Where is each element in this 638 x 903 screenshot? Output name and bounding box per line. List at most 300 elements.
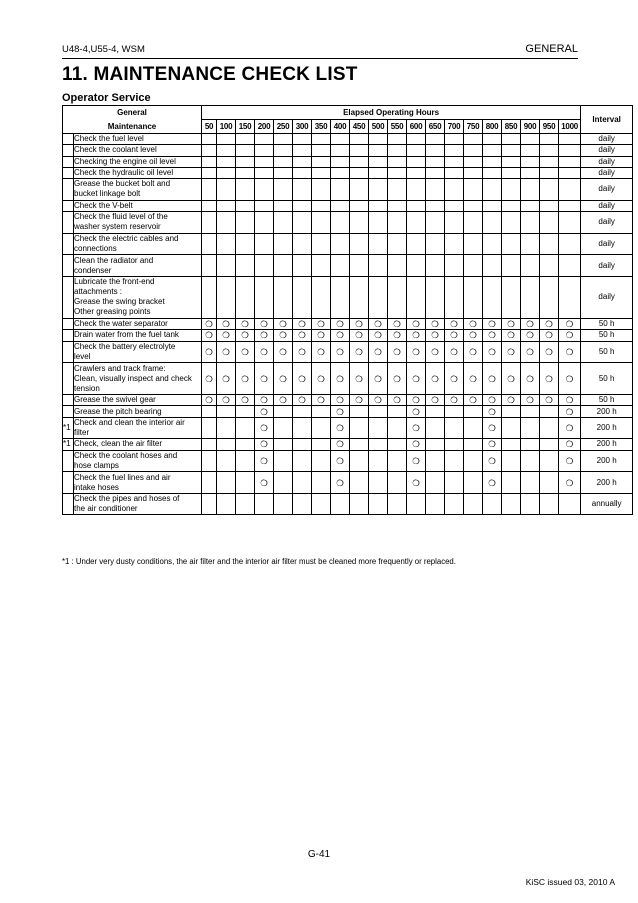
table-row	[63, 330, 633, 341]
empty-hour-cell	[236, 255, 255, 277]
check-mark-icon: ❍	[502, 341, 521, 363]
row-footnote-ref	[63, 255, 74, 277]
empty-hour-cell	[464, 276, 483, 318]
empty-hour-cell	[293, 417, 312, 439]
check-mark-icon: ❍	[255, 363, 274, 395]
check-mark-icon: ❍	[426, 330, 445, 341]
check-mark-icon: ❍	[388, 319, 407, 330]
section-header: GENERAL	[525, 43, 578, 55]
check-mark-icon: ❍	[483, 319, 502, 330]
check-mark-icon: ❍	[312, 330, 331, 341]
check-mark-icon: ❍	[255, 472, 274, 494]
interval-value: 200 h	[581, 472, 633, 494]
empty-hour-cell	[464, 255, 483, 277]
check-mark-icon: ❍	[331, 395, 350, 406]
table-row	[63, 212, 633, 234]
check-mark-icon: ❍	[464, 341, 483, 363]
interval-value: 50 h	[581, 319, 633, 330]
empty-hour-cell	[445, 200, 464, 211]
hour-column-1000: 1000	[559, 120, 581, 134]
check-mark-icon: ❍	[445, 319, 464, 330]
row-footnote-ref	[63, 450, 74, 472]
check-mark-icon: ❍	[350, 363, 369, 395]
empty-hour-cell	[521, 255, 540, 277]
empty-hour-cell	[426, 212, 445, 234]
empty-hour-cell	[369, 439, 388, 450]
empty-hour-cell	[521, 167, 540, 178]
empty-hour-cell	[445, 417, 464, 439]
table-row	[63, 395, 633, 406]
check-mark-icon: ❍	[426, 341, 445, 363]
check-mark-icon: ❍	[445, 330, 464, 341]
table-row	[63, 255, 633, 277]
empty-hour-cell	[350, 493, 369, 515]
empty-hour-cell	[464, 233, 483, 255]
empty-hour-cell	[521, 179, 540, 201]
maintenance-item: Check the water separator	[74, 319, 202, 330]
empty-hour-cell	[202, 233, 217, 255]
check-mark-icon: ❍	[521, 319, 540, 330]
empty-hour-cell	[445, 472, 464, 494]
empty-hour-cell	[407, 233, 426, 255]
check-mark-icon: ❍	[502, 363, 521, 395]
empty-hour-cell	[502, 417, 521, 439]
check-mark-icon: ❍	[483, 439, 502, 450]
empty-hour-cell	[388, 200, 407, 211]
check-mark-icon: ❍	[540, 330, 559, 341]
empty-hour-cell	[521, 493, 540, 515]
interval-value: 50 h	[581, 330, 633, 341]
hour-column-150: 150	[236, 120, 255, 134]
interval-value: daily	[581, 156, 633, 167]
empty-hour-cell	[540, 493, 559, 515]
check-mark-icon: ❍	[407, 439, 426, 450]
item-header-line2: Maintenance	[107, 121, 157, 131]
empty-hour-cell	[407, 167, 426, 178]
empty-hour-cell	[274, 255, 293, 277]
check-mark-icon: ❍	[217, 330, 236, 341]
row-footnote-ref	[63, 341, 74, 363]
check-mark-icon: ❍	[388, 395, 407, 406]
empty-hour-cell	[331, 212, 350, 234]
check-mark-icon: ❍	[293, 319, 312, 330]
row-footnote-ref	[63, 134, 74, 145]
check-mark-icon: ❍	[502, 319, 521, 330]
check-mark-icon: ❍	[559, 406, 581, 417]
row-footnote-ref	[63, 363, 74, 395]
empty-hour-cell	[369, 179, 388, 201]
empty-hour-cell	[202, 212, 217, 234]
check-mark-icon: ❍	[445, 341, 464, 363]
empty-hour-cell	[483, 145, 502, 156]
table-row	[63, 145, 633, 156]
empty-hour-cell	[312, 255, 331, 277]
hour-column-800: 800	[483, 120, 502, 134]
check-mark-icon: ❍	[559, 395, 581, 406]
empty-hour-cell	[331, 134, 350, 145]
empty-hour-cell	[274, 167, 293, 178]
empty-hour-cell	[293, 276, 312, 318]
interval-value: 50 h	[581, 341, 633, 363]
check-mark-icon: ❍	[407, 417, 426, 439]
empty-hour-cell	[521, 417, 540, 439]
empty-hour-cell	[464, 439, 483, 450]
empty-hour-cell	[407, 179, 426, 201]
check-mark-icon: ❍	[331, 330, 350, 341]
row-footnote-ref	[63, 167, 74, 178]
hour-column-50: 50	[202, 120, 217, 134]
check-mark-icon: ❍	[236, 395, 255, 406]
check-mark-icon: ❍	[293, 363, 312, 395]
empty-hour-cell	[521, 450, 540, 472]
empty-hour-cell	[236, 493, 255, 515]
maintenance-item: Clean the radiator and condenser	[74, 255, 202, 277]
empty-hour-cell	[502, 167, 521, 178]
empty-hour-cell	[217, 472, 236, 494]
empty-hour-cell	[293, 472, 312, 494]
empty-hour-cell	[540, 145, 559, 156]
hour-column-750: 750	[464, 120, 483, 134]
empty-hour-cell	[202, 493, 217, 515]
empty-hour-cell	[293, 200, 312, 211]
empty-hour-cell	[236, 145, 255, 156]
maintenance-item: Grease the bucket bolt and bucket linkage bolt	[74, 179, 202, 201]
check-mark-icon: ❍	[483, 330, 502, 341]
empty-hour-cell	[312, 472, 331, 494]
empty-hour-cell	[369, 233, 388, 255]
empty-hour-cell	[559, 276, 581, 318]
check-mark-icon: ❍	[217, 319, 236, 330]
empty-hour-cell	[312, 439, 331, 450]
empty-hour-cell	[521, 156, 540, 167]
check-mark-icon: ❍	[350, 395, 369, 406]
manual-model-header: U48-4,U55-4, WSM	[62, 44, 145, 55]
empty-hour-cell	[445, 167, 464, 178]
empty-hour-cell	[293, 167, 312, 178]
empty-hour-cell	[502, 450, 521, 472]
table-row	[63, 341, 633, 363]
empty-hour-cell	[464, 417, 483, 439]
empty-hour-cell	[255, 179, 274, 201]
empty-hour-cell	[274, 212, 293, 234]
empty-hour-cell	[426, 167, 445, 178]
check-mark-icon: ❍	[274, 395, 293, 406]
check-mark-icon: ❍	[331, 363, 350, 395]
check-mark-icon: ❍	[312, 363, 331, 395]
empty-hour-cell	[202, 134, 217, 145]
empty-hour-cell	[255, 145, 274, 156]
empty-hour-cell	[274, 417, 293, 439]
empty-hour-cell	[445, 450, 464, 472]
check-mark-icon: ❍	[255, 439, 274, 450]
table-row	[63, 233, 633, 255]
empty-hour-cell	[426, 134, 445, 145]
page-number: G-41	[307, 849, 331, 860]
row-footnote-ref	[63, 276, 74, 318]
check-mark-icon: ❍	[407, 450, 426, 472]
empty-hour-cell	[388, 406, 407, 417]
empty-hour-cell	[369, 167, 388, 178]
empty-hour-cell	[312, 179, 331, 201]
check-mark-icon: ❍	[293, 395, 312, 406]
empty-hour-cell	[540, 417, 559, 439]
empty-hour-cell	[217, 145, 236, 156]
check-mark-icon: ❍	[293, 341, 312, 363]
empty-hour-cell	[274, 493, 293, 515]
empty-hour-cell	[369, 276, 388, 318]
check-mark-icon: ❍	[502, 395, 521, 406]
empty-hour-cell	[426, 406, 445, 417]
maintenance-item: Check the battery electrolyte level	[74, 341, 202, 363]
check-mark-icon: ❍	[483, 406, 502, 417]
empty-hour-cell	[521, 472, 540, 494]
empty-hour-cell	[445, 439, 464, 450]
empty-hour-cell	[331, 276, 350, 318]
empty-hour-cell	[274, 276, 293, 318]
empty-hour-cell	[426, 233, 445, 255]
row-footnote-ref	[63, 406, 74, 417]
check-mark-icon: ❍	[502, 330, 521, 341]
empty-hour-cell	[350, 472, 369, 494]
hour-column-650: 650	[426, 120, 445, 134]
empty-hour-cell	[502, 179, 521, 201]
interval-value: 200 h	[581, 439, 633, 450]
empty-hour-cell	[559, 134, 581, 145]
empty-hour-cell	[559, 493, 581, 515]
empty-hour-cell	[369, 450, 388, 472]
check-mark-icon: ❍	[255, 417, 274, 439]
empty-hour-cell	[312, 493, 331, 515]
empty-hour-cell	[388, 212, 407, 234]
empty-hour-cell	[369, 493, 388, 515]
empty-hour-cell	[559, 200, 581, 211]
empty-hour-cell	[559, 167, 581, 178]
interval-value: daily	[581, 200, 633, 211]
check-mark-icon: ❍	[255, 341, 274, 363]
interval-value: daily	[581, 276, 633, 318]
empty-hour-cell	[369, 255, 388, 277]
empty-hour-cell	[293, 450, 312, 472]
check-mark-icon: ❍	[559, 450, 581, 472]
empty-hour-cell	[255, 200, 274, 211]
check-mark-icon: ❍	[331, 341, 350, 363]
check-mark-icon: ❍	[217, 363, 236, 395]
empty-hour-cell	[217, 417, 236, 439]
empty-hour-cell	[388, 145, 407, 156]
empty-hour-cell	[331, 255, 350, 277]
check-mark-icon: ❍	[464, 395, 483, 406]
empty-hour-cell	[293, 493, 312, 515]
empty-hour-cell	[502, 156, 521, 167]
table-row	[63, 439, 633, 450]
hour-column-300: 300	[293, 120, 312, 134]
empty-hour-cell	[293, 406, 312, 417]
empty-hour-cell	[464, 493, 483, 515]
empty-hour-cell	[464, 134, 483, 145]
empty-hour-cell	[464, 212, 483, 234]
empty-hour-cell	[559, 179, 581, 201]
empty-hour-cell	[426, 255, 445, 277]
empty-hour-cell	[331, 167, 350, 178]
empty-hour-cell	[426, 417, 445, 439]
table-row	[63, 200, 633, 211]
empty-hour-cell	[369, 156, 388, 167]
empty-hour-cell	[293, 233, 312, 255]
empty-hour-cell	[426, 439, 445, 450]
empty-hour-cell	[217, 156, 236, 167]
maintenance-item: Check the coolant level	[74, 145, 202, 156]
empty-hour-cell	[312, 417, 331, 439]
empty-hour-cell	[388, 156, 407, 167]
empty-hour-cell	[388, 167, 407, 178]
check-mark-icon: ❍	[369, 330, 388, 341]
empty-hour-cell	[312, 233, 331, 255]
table-row	[63, 417, 633, 439]
empty-hour-cell	[202, 179, 217, 201]
empty-hour-cell	[445, 233, 464, 255]
empty-hour-cell	[388, 493, 407, 515]
empty-hour-cell	[217, 167, 236, 178]
empty-hour-cell	[274, 156, 293, 167]
empty-hour-cell	[350, 276, 369, 318]
empty-hour-cell	[502, 472, 521, 494]
check-mark-icon: ❍	[312, 319, 331, 330]
row-footnote-ref	[63, 156, 74, 167]
empty-hour-cell	[350, 255, 369, 277]
empty-hour-cell	[388, 233, 407, 255]
empty-hour-cell	[540, 212, 559, 234]
empty-hour-cell	[483, 167, 502, 178]
empty-hour-cell	[350, 200, 369, 211]
check-mark-icon: ❍	[236, 319, 255, 330]
empty-hour-cell	[445, 493, 464, 515]
empty-hour-cell	[426, 200, 445, 211]
empty-hour-cell	[502, 255, 521, 277]
check-mark-icon: ❍	[407, 395, 426, 406]
empty-hour-cell	[388, 450, 407, 472]
interval-value: 50 h	[581, 363, 633, 395]
empty-hour-cell	[274, 200, 293, 211]
empty-hour-cell	[445, 179, 464, 201]
empty-hour-cell	[217, 134, 236, 145]
empty-hour-cell	[312, 212, 331, 234]
check-mark-icon: ❍	[483, 395, 502, 406]
empty-hour-cell	[217, 493, 236, 515]
check-mark-icon: ❍	[559, 472, 581, 494]
hour-column-200: 200	[255, 120, 274, 134]
hour-column-500: 500	[369, 120, 388, 134]
empty-hour-cell	[540, 179, 559, 201]
check-mark-icon: ❍	[312, 341, 331, 363]
hour-column-400: 400	[331, 120, 350, 134]
check-mark-icon: ❍	[331, 319, 350, 330]
check-mark-icon: ❍	[521, 363, 540, 395]
maintenance-item: Check the electric cables and connections	[74, 233, 202, 255]
empty-hour-cell	[350, 179, 369, 201]
empty-hour-cell	[274, 145, 293, 156]
empty-hour-cell	[502, 200, 521, 211]
empty-hour-cell	[521, 406, 540, 417]
empty-hour-cell	[274, 134, 293, 145]
empty-hour-cell	[464, 472, 483, 494]
check-mark-icon: ❍	[445, 363, 464, 395]
empty-hour-cell	[293, 145, 312, 156]
check-mark-icon: ❍	[331, 406, 350, 417]
row-footnote-ref	[63, 212, 74, 234]
interval-value: daily	[581, 255, 633, 277]
empty-hour-cell	[426, 493, 445, 515]
check-mark-icon: ❍	[540, 395, 559, 406]
table-row	[63, 450, 633, 472]
empty-hour-cell	[350, 233, 369, 255]
interval-value: 200 h	[581, 450, 633, 472]
check-mark-icon: ❍	[202, 363, 217, 395]
maintenance-check-table	[62, 105, 633, 515]
maintenance-item: Check the coolant hoses and hose clamps	[74, 450, 202, 472]
check-mark-icon: ❍	[331, 450, 350, 472]
empty-hour-cell	[540, 439, 559, 450]
empty-hour-cell	[388, 276, 407, 318]
empty-hour-cell	[202, 200, 217, 211]
empty-hour-cell	[236, 417, 255, 439]
empty-hour-cell	[293, 255, 312, 277]
check-mark-icon: ❍	[407, 330, 426, 341]
interval-value: 200 h	[581, 417, 633, 439]
empty-hour-cell	[331, 200, 350, 211]
empty-hour-cell	[426, 145, 445, 156]
empty-hour-cell	[559, 233, 581, 255]
maintenance-item: Check and clean the interior air filter	[74, 417, 202, 439]
empty-hour-cell	[464, 179, 483, 201]
empty-hour-cell	[236, 200, 255, 211]
empty-hour-cell	[521, 276, 540, 318]
empty-hour-cell	[369, 406, 388, 417]
empty-hour-cell	[312, 134, 331, 145]
hour-column-550: 550	[388, 120, 407, 134]
empty-hour-cell	[445, 212, 464, 234]
empty-hour-cell	[540, 472, 559, 494]
maintenance-item: Check the hydraulic oil level	[74, 167, 202, 178]
empty-hour-cell	[369, 134, 388, 145]
check-mark-icon: ❍	[236, 341, 255, 363]
empty-hour-cell	[483, 179, 502, 201]
table-row	[63, 156, 633, 167]
empty-hour-cell	[236, 156, 255, 167]
empty-hour-cell	[540, 156, 559, 167]
check-mark-icon: ❍	[274, 330, 293, 341]
empty-hour-cell	[312, 156, 331, 167]
empty-hour-cell	[445, 145, 464, 156]
empty-hour-cell	[331, 233, 350, 255]
empty-hour-cell	[293, 212, 312, 234]
item-header-line1: General	[117, 107, 147, 117]
empty-hour-cell	[293, 179, 312, 201]
hour-column-100: 100	[217, 120, 236, 134]
empty-hour-cell	[521, 212, 540, 234]
check-mark-icon: ❍	[407, 341, 426, 363]
empty-hour-cell	[350, 145, 369, 156]
empty-hour-cell	[521, 439, 540, 450]
empty-hour-cell	[559, 156, 581, 167]
empty-hour-cell	[217, 212, 236, 234]
empty-hour-cell	[388, 472, 407, 494]
maintenance-item: Grease the swivel gear	[74, 395, 202, 406]
empty-hour-cell	[445, 134, 464, 145]
maintenance-item: Checking the engine oil level	[74, 156, 202, 167]
empty-hour-cell	[521, 134, 540, 145]
empty-hour-cell	[217, 439, 236, 450]
empty-hour-cell	[217, 179, 236, 201]
